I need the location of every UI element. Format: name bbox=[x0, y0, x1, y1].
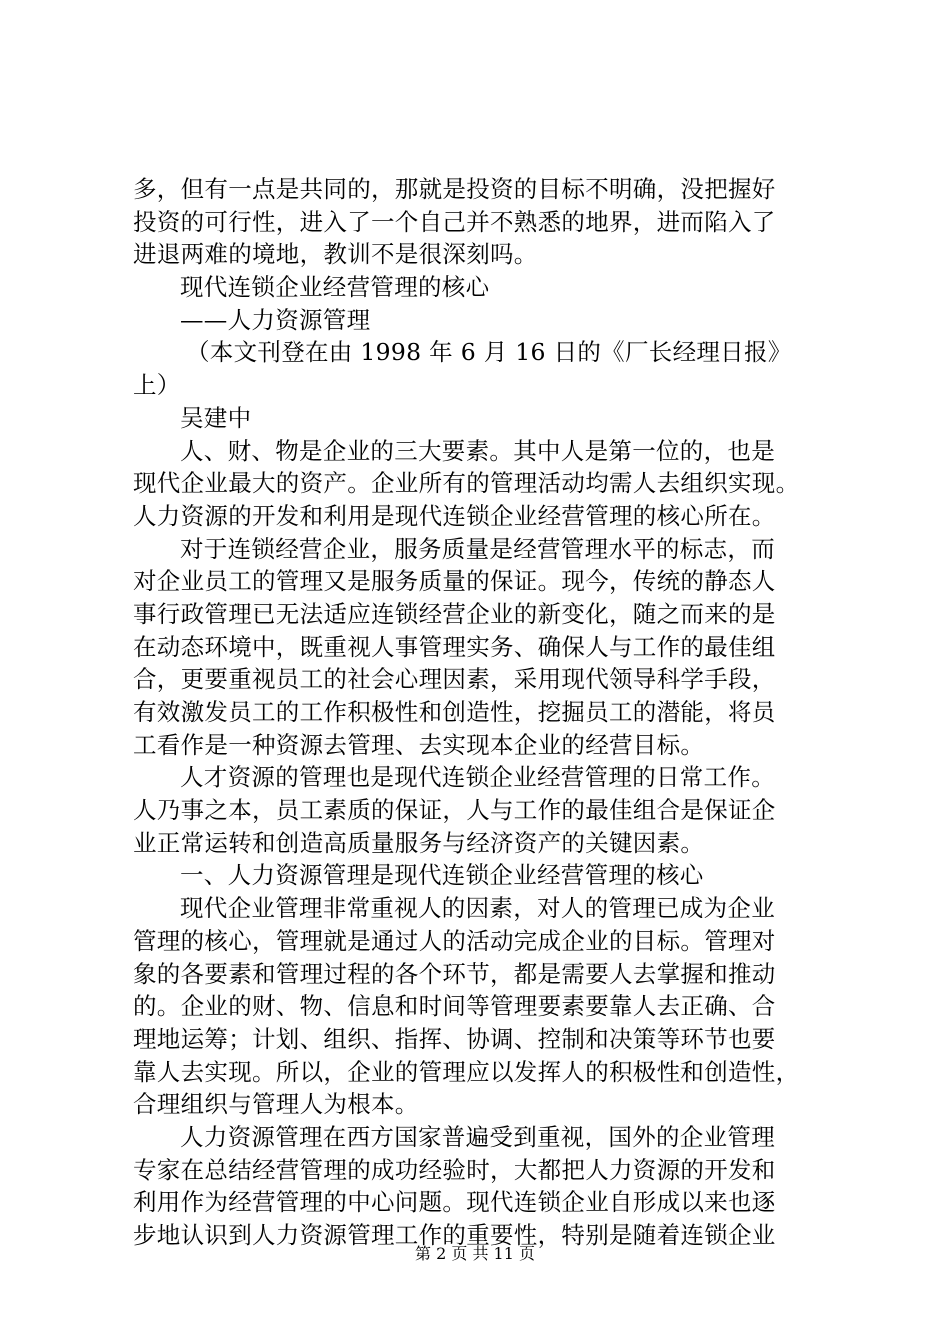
text-line: 在动态环境中，既重视人事管理实务、确保人与工作的最佳组 bbox=[133, 632, 776, 661]
text-line: 人乃事之本，员工素质的保证，人与工作的最佳组合是保证企 bbox=[133, 796, 776, 825]
text-line: ——人力资源管理 bbox=[180, 305, 371, 334]
text-line: 一、人力资源管理是现代连锁企业经营管理的核心 bbox=[180, 861, 704, 890]
text-line: 靠人去实现。所以，企业的管理应以发挥人的积极性和创造性， bbox=[133, 1057, 800, 1086]
page-number-footer: 第 2 页 共 11 页 bbox=[415, 1244, 535, 1263]
text-line: 人、财、物是企业的三大要素。其中人是第一位的，也是 bbox=[180, 436, 775, 465]
text-line: 现代企业最大的资产。企业所有的管理活动均需人去组织实现。 bbox=[133, 469, 800, 498]
document-body bbox=[133, 173, 838, 1252]
text-line: 专家在总结经营管理的成功经验时，大都把人力资源的开发和 bbox=[133, 1155, 776, 1184]
text-line: 人才资源的管理也是现代连锁企业经营管理的日常工作。 bbox=[180, 763, 775, 792]
text-line: 步地认识到人力资源管理工作的重要性，特别是随着连锁企业 bbox=[133, 1221, 776, 1249]
text-line: 象的各要素和管理过程的各个环节，都是需要人去掌握和推动 bbox=[133, 959, 776, 988]
text-line: 多，但有一点是共同的，那就是投资的目标不明确，没把握好 bbox=[133, 175, 776, 203]
text-line: 有效激发员工的工作积极性和创造性，挖掘员工的潜能，将员 bbox=[133, 698, 776, 726]
text-line: 进退两难的境地，教训不是很深刻吗。 bbox=[133, 240, 538, 269]
text-line: 利用作为经营管理的中心问题。现代连锁企业自形成以来也逐 bbox=[133, 1188, 776, 1217]
text-line: 投资的可行性，进入了一个自己并不熟悉的地界，进而陷入了 bbox=[133, 207, 776, 236]
text-line: 管理的核心，管理就是通过人的活动完成企业的目标。管理对 bbox=[133, 926, 776, 955]
text-line: 对于连锁经营企业，服务质量是经营管理水平的标志，而 bbox=[180, 534, 775, 563]
text-line: 业正常运转和创造高质量服务与经济资产的关键因素。 bbox=[133, 828, 705, 857]
text-line: 现代企业管理非常重视人的因素，对人的管理已成为企业 bbox=[180, 894, 775, 923]
text-line: 现代连锁企业经营管理的核心 bbox=[180, 273, 490, 302]
text-line: 上） bbox=[133, 371, 181, 400]
text-line: （本文刊登在由 1998 年 6 月 16 日的《厂长经理日报》 bbox=[186, 338, 792, 367]
text-line: 合理组织与管理人为根本。 bbox=[133, 1090, 419, 1119]
text-line: 对企业员工的管理又是服务质量的保证。现今，传统的静态人 bbox=[133, 567, 776, 596]
text-line: 理地运筹；计划、组织、指挥、协调、控制和决策等环节也要 bbox=[133, 1024, 776, 1053]
text-line: 人力资源的开发和利用是现代连锁企业经营管理的核心所在。 bbox=[133, 501, 776, 530]
text-line: 的。企业的财、物、信息和时间等管理要素要靠人去正确、合 bbox=[133, 992, 776, 1021]
text-line: 人力资源管理在西方国家普遍受到重视，国外的企业管理 bbox=[180, 1122, 775, 1151]
text-line: 吴建中 bbox=[180, 403, 252, 432]
text-line: 事行政管理已无法适应连锁经营企业的新变化，随之而来的是 bbox=[133, 599, 776, 628]
text-line: 合，更要重视员工的社会心理因素，采用现代领导科学手段， bbox=[133, 665, 776, 694]
text-line: 工看作是一种资源去管理、去实现本企业的经营目标。 bbox=[133, 730, 705, 759]
